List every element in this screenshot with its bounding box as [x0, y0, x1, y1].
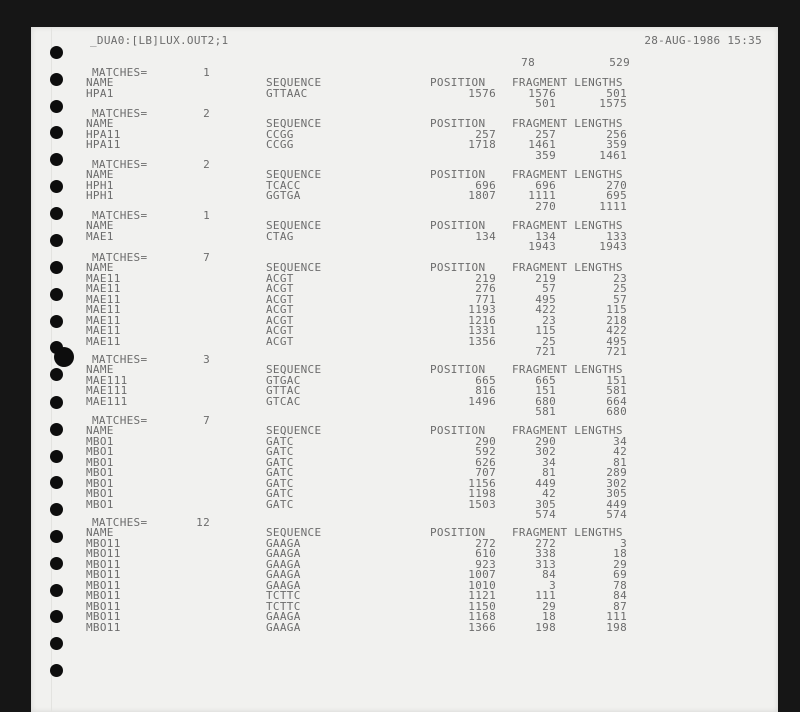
matches-count: 1 [203, 66, 210, 79]
column-header-fragment-lengths: FRAGMENT LENGTHS [512, 219, 623, 233]
enzyme-name: MBO1 [86, 487, 114, 501]
recognition-sequence: CCGG [266, 138, 294, 152]
cut-position: 771 [475, 292, 496, 306]
recognition-sequence: GATC [266, 466, 294, 480]
fragment-length: 449 [606, 497, 627, 511]
recognition-sequence: GATC [266, 476, 294, 490]
perforation-hole [50, 315, 63, 328]
cut-position: 610 [475, 547, 496, 561]
recognition-sequence: GAAGA [266, 610, 301, 624]
recognition-sequence: GAAGA [266, 557, 301, 571]
recognition-sequence: ACGT [266, 313, 294, 327]
perforation-hole [50, 503, 63, 516]
cut-position: 1366 [468, 620, 496, 634]
recognition-sequence: GGTGA [266, 189, 301, 203]
perforation-hole [50, 153, 63, 166]
enzyme-name: MBO11 [86, 589, 121, 603]
fragment-length: 219 [535, 271, 556, 285]
matches-count: 2 [203, 107, 210, 120]
matches-label: MATCHES= [92, 251, 148, 264]
column-header-position: POSITION [430, 363, 486, 377]
enzyme-name: MBO1 [86, 434, 114, 448]
fragment-length: 338 [535, 547, 556, 561]
fragment-length: 1111 [599, 199, 627, 213]
enzyme-name: MAE11 [86, 271, 121, 285]
perforation-hole [50, 46, 63, 59]
fragment-length: 495 [535, 292, 556, 306]
cut-position: 1193 [468, 303, 496, 317]
fragment-length: 78 [613, 578, 627, 592]
enzyme-name: HPA1 [86, 86, 114, 100]
fragment-length: 81 [613, 455, 627, 469]
matches-label: MATCHES= [92, 353, 148, 366]
enzyme-name: MBO11 [86, 568, 121, 582]
cut-position: 1807 [468, 189, 496, 203]
perforation-hole [50, 610, 63, 623]
fragment-length: 1111 [528, 189, 556, 203]
perforation-hole [50, 423, 63, 436]
enzyme-name: MBO11 [86, 620, 121, 634]
column-header-fragment-lengths: FRAGMENT LENGTHS [512, 117, 623, 131]
enzyme-name: HPH1 [86, 189, 114, 203]
fragment-length: 29 [613, 557, 627, 571]
cut-position: 1216 [468, 313, 496, 327]
fragment-length: 680 [535, 394, 556, 408]
cut-position: 219 [475, 271, 496, 285]
perforation-hole [50, 261, 63, 274]
perforation-hole [50, 584, 63, 597]
fragment-length: 1943 [599, 240, 627, 254]
column-header-name: NAME [86, 261, 114, 275]
perforation-hole [50, 207, 63, 220]
recognition-sequence: GAAGA [266, 568, 301, 582]
column-header-fragment-lengths: FRAGMENT LENGTHS [512, 363, 623, 377]
fragment-length: 34 [542, 455, 556, 469]
fragment-length: 501 [606, 86, 627, 100]
cut-position: 290 [475, 434, 496, 448]
cut-position: 1198 [468, 487, 496, 501]
recognition-sequence: ACGT [266, 324, 294, 338]
fragment-length: 359 [535, 148, 556, 162]
matches-count: 12 [196, 516, 210, 529]
recognition-sequence: ACGT [266, 292, 294, 306]
matches-label: MATCHES= [92, 158, 148, 171]
cut-position: 1168 [468, 610, 496, 624]
column-header-name: NAME [86, 363, 114, 377]
recognition-sequence: GTTAAC [266, 86, 308, 100]
column-header-fragment-lengths: FRAGMENT LENGTHS [512, 76, 623, 90]
cut-position: 665 [475, 373, 496, 387]
recognition-sequence: CCGG [266, 127, 294, 141]
recognition-sequence: GAAGA [266, 620, 301, 634]
fragment-length: 3 [549, 578, 556, 592]
cut-position: 1496 [468, 394, 496, 408]
enzyme-name: HPA11 [86, 127, 121, 141]
fragment-length: 581 [535, 405, 556, 419]
fragment-length: 422 [606, 324, 627, 338]
perforation-hole [50, 234, 63, 247]
column-header-sequence: SEQUENCE [266, 76, 322, 90]
column-header-position: POSITION [430, 424, 486, 438]
enzyme-name: MAE111 [86, 384, 128, 398]
fragment-length: 57 [613, 292, 627, 306]
cut-position: 1150 [468, 599, 496, 613]
cut-position: 1718 [468, 138, 496, 152]
fragment-length: 495 [606, 334, 627, 348]
cut-position: 276 [475, 282, 496, 296]
fragment-length: 721 [606, 345, 627, 359]
fragment-length: 111 [535, 589, 556, 603]
fragment-length: 270 [606, 178, 627, 192]
fragment-length: 23 [542, 313, 556, 327]
matches-label: MATCHES= [92, 66, 148, 79]
perforation-hole [50, 557, 63, 570]
perforation-hole [50, 126, 63, 139]
perforation-hole [50, 450, 63, 463]
column-header-name: NAME [86, 219, 114, 233]
matches-count: 3 [203, 353, 210, 366]
torn-hole [54, 347, 74, 367]
column-header-name: NAME [86, 526, 114, 540]
file-path: _DUA0:[LB]LUX.OUT2;1 [90, 34, 229, 47]
column-header-name: NAME [86, 168, 114, 182]
fragment-length: 134 [535, 229, 556, 243]
fragment-length: 115 [606, 303, 627, 317]
recognition-sequence: ACGT [266, 282, 294, 296]
matches-label: MATCHES= [92, 209, 148, 222]
recognition-sequence: ACGT [266, 271, 294, 285]
fragment-length: 25 [542, 334, 556, 348]
matches-count: 7 [203, 251, 210, 264]
enzyme-name: MBO11 [86, 578, 121, 592]
fragment-length: 422 [535, 303, 556, 317]
cut-position: 923 [475, 557, 496, 571]
enzyme-name: MBO11 [86, 547, 121, 561]
enzyme-name: MAE11 [86, 303, 121, 317]
fragment-length: 29 [542, 599, 556, 613]
fragment-length: 23 [613, 271, 627, 285]
fragment-length: 581 [606, 384, 627, 398]
fragment-length: 133 [606, 229, 627, 243]
fragment-length: 198 [535, 620, 556, 634]
fragment-length: 111 [606, 610, 627, 624]
enzyme-name: MBO11 [86, 557, 121, 571]
enzyme-name: MAE1 [86, 229, 114, 243]
enzyme-name: HPA11 [86, 138, 121, 152]
matches-label: MATCHES= [92, 414, 148, 427]
fragment-length: 218 [606, 313, 627, 327]
cut-position: 707 [475, 466, 496, 480]
matches-count: 2 [203, 158, 210, 171]
enzyme-name: MBO1 [86, 497, 114, 511]
fragment-length: 290 [535, 434, 556, 448]
perforation-hole [50, 73, 63, 86]
fragment-length: 115 [535, 324, 556, 338]
fragment-length: 680 [606, 405, 627, 419]
column-header-sequence: SEQUENCE [266, 526, 322, 540]
fragment-length: 34 [613, 434, 627, 448]
enzyme-name: MBO11 [86, 536, 121, 550]
column-header-fragment-lengths: FRAGMENT LENGTHS [512, 526, 623, 540]
fragment-length: 3 [620, 536, 627, 550]
fragment-length: 574 [606, 508, 627, 522]
cut-position: 816 [475, 384, 496, 398]
fragment-length: 664 [606, 394, 627, 408]
fragment-length: 42 [542, 487, 556, 501]
fragment-length: 81 [542, 466, 556, 480]
recognition-sequence: GATC [266, 497, 294, 511]
recognition-sequence: GTGAC [266, 373, 301, 387]
fragment-length: 69 [613, 568, 627, 582]
fragment-length: 721 [535, 345, 556, 359]
recognition-sequence: CTAG [266, 229, 294, 243]
column-header-fragment-lengths: FRAGMENT LENGTHS [512, 424, 623, 438]
recognition-sequence: TCTTC [266, 599, 301, 613]
cut-position: 1356 [468, 334, 496, 348]
fragment-length: 84 [613, 589, 627, 603]
column-header-position: POSITION [430, 526, 486, 540]
enzyme-name: MBO1 [86, 445, 114, 459]
cut-position: 1007 [468, 568, 496, 582]
perforation-hole [50, 476, 63, 489]
fragment-length: 1943 [528, 240, 556, 254]
fragment-length: 270 [535, 199, 556, 213]
recognition-sequence: GTCAC [266, 394, 301, 408]
column-header-sequence: SEQUENCE [266, 168, 322, 182]
fragment-length: 25 [613, 282, 627, 296]
fragment-length: 695 [606, 189, 627, 203]
enzyme-name: MBO1 [86, 466, 114, 480]
matches-label: MATCHES= [92, 516, 148, 529]
fragment-length: 256 [606, 127, 627, 141]
column-header-sequence: SEQUENCE [266, 117, 322, 131]
recognition-sequence: GATC [266, 455, 294, 469]
fragment-length: 574 [535, 508, 556, 522]
enzyme-name: MAE11 [86, 313, 121, 327]
fragment-length: 665 [535, 373, 556, 387]
fragment-length: 305 [606, 487, 627, 501]
enzyme-name: MAE111 [86, 373, 128, 387]
matches-count: 1 [203, 209, 210, 222]
column-header-position: POSITION [430, 261, 486, 275]
recognition-sequence: GATC [266, 487, 294, 501]
column-header-fragment-lengths: FRAGMENT LENGTHS [512, 168, 623, 182]
cut-position: 257 [475, 127, 496, 141]
fragment-length: 198 [606, 620, 627, 634]
recognition-sequence: TCACC [266, 178, 301, 192]
fragment-length: 302 [606, 476, 627, 490]
column-header-position: POSITION [430, 117, 486, 131]
cut-position: 696 [475, 178, 496, 192]
perforation-hole [50, 100, 63, 113]
print-datetime: 28-AUG-1986 15:35 [644, 34, 762, 47]
column-header-position: POSITION [430, 168, 486, 182]
recognition-sequence: ACGT [266, 334, 294, 348]
perforation-hole [50, 368, 63, 381]
column-header-fragment-lengths: FRAGMENT LENGTHS [512, 261, 623, 275]
matches-count: 7 [203, 414, 210, 427]
perforation-hole [50, 180, 63, 193]
column-header-name: NAME [86, 424, 114, 438]
fragment-length: 78 [521, 56, 535, 69]
cut-position: 1503 [468, 497, 496, 511]
enzyme-name: MBO1 [86, 455, 114, 469]
enzyme-name: MAE111 [86, 394, 128, 408]
fragment-length: 257 [535, 127, 556, 141]
fragment-length: 1575 [599, 97, 627, 111]
cut-position: 1121 [468, 589, 496, 603]
perforation-hole [50, 530, 63, 543]
fragment-length: 449 [535, 476, 556, 490]
recognition-sequence: GTTAC [266, 384, 301, 398]
column-header-name: NAME [86, 76, 114, 90]
column-header-sequence: SEQUENCE [266, 363, 322, 377]
perforation-hole [50, 637, 63, 650]
fragment-length: 1461 [528, 138, 556, 152]
fragment-length: 313 [535, 557, 556, 571]
fragment-length: 151 [535, 384, 556, 398]
recognition-sequence: GAAGA [266, 536, 301, 550]
fragment-length: 696 [535, 178, 556, 192]
fragment-length: 57 [542, 282, 556, 296]
fragment-length: 272 [535, 536, 556, 550]
column-header-name: NAME [86, 117, 114, 131]
cut-position: 1576 [468, 86, 496, 100]
cut-position: 592 [475, 445, 496, 459]
recognition-sequence: GAAGA [266, 578, 301, 592]
printout-sheet [31, 27, 778, 712]
enzyme-name: MAE11 [86, 324, 121, 338]
fragment-length: 359 [606, 138, 627, 152]
cut-position: 1010 [468, 578, 496, 592]
recognition-sequence: ACGT [266, 303, 294, 317]
enzyme-name: MBO11 [86, 610, 121, 624]
recognition-sequence: GATC [266, 445, 294, 459]
fragment-length: 84 [542, 568, 556, 582]
perforation-hole [50, 288, 63, 301]
recognition-sequence: TCTTC [266, 589, 301, 603]
fragment-length: 305 [535, 497, 556, 511]
fragment-length: 302 [535, 445, 556, 459]
enzyme-name: MAE11 [86, 334, 121, 348]
fragment-length: 151 [606, 373, 627, 387]
recognition-sequence: GAAGA [266, 547, 301, 561]
column-header-position: POSITION [430, 219, 486, 233]
fragment-length: 18 [542, 610, 556, 624]
cut-position: 272 [475, 536, 496, 550]
fragment-length: 18 [613, 547, 627, 561]
enzyme-name: HPH1 [86, 178, 114, 192]
enzyme-name: MAE11 [86, 292, 121, 306]
cut-position: 1156 [468, 476, 496, 490]
fragment-length: 87 [613, 599, 627, 613]
cut-position: 626 [475, 455, 496, 469]
fragment-length: 1461 [599, 148, 627, 162]
fragment-length: 529 [609, 56, 630, 69]
enzyme-name: MAE11 [86, 282, 121, 296]
recognition-sequence: GATC [266, 434, 294, 448]
fragment-length: 42 [613, 445, 627, 459]
column-header-sequence: SEQUENCE [266, 261, 322, 275]
perforation-hole [50, 664, 63, 677]
enzyme-name: MBO1 [86, 476, 114, 490]
enzyme-name: MBO11 [86, 599, 121, 613]
fragment-length: 1576 [528, 86, 556, 100]
column-header-position: POSITION [430, 76, 486, 90]
column-header-sequence: SEQUENCE [266, 219, 322, 233]
matches-label: MATCHES= [92, 107, 148, 120]
perforation-hole [50, 396, 63, 409]
cut-position: 1331 [468, 324, 496, 338]
fragment-length: 501 [535, 97, 556, 111]
column-header-sequence: SEQUENCE [266, 424, 322, 438]
cut-position: 134 [475, 229, 496, 243]
fragment-length: 289 [606, 466, 627, 480]
